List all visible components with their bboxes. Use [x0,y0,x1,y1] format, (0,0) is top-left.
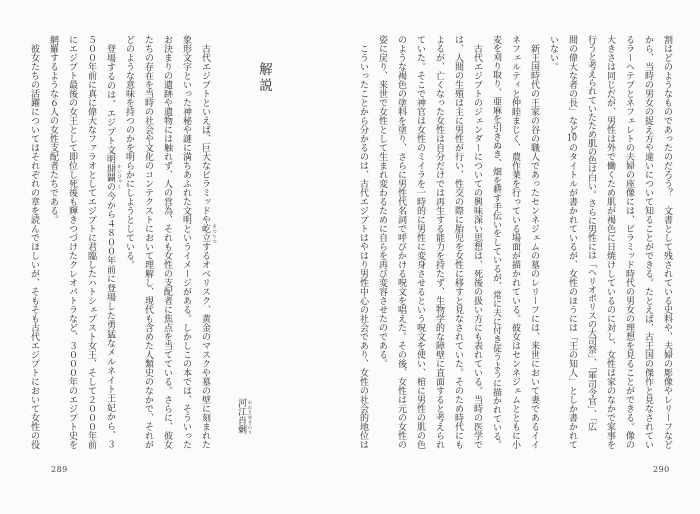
text-run: のような褐色の塗料を塗り、さらに男性代名詞で呼びかける呪文を唱えた。その後、女性は元の女性の [396,35,406,449]
text-line [524,35,543,449]
ruby-annotation [236,398,252,435]
text-line [467,35,486,449]
text-run: するオベリスク、黄金のマスクや墓の壁に刻まれた [200,242,210,449]
text-run: 大きさは同じだが、男性は外で働くため肌が褐色に日焼けしているのに対し、女性は家のなかで家事を [605,35,615,449]
furigana: かいびゃく [116,163,122,189]
text-run: よるが、亡くなった女性は自分だけでは再生する能力を持たず、生物学的な障壁に直面すると考えられ [434,35,444,449]
text-line [176,35,195,449]
ruby-base: 屹立 [200,224,210,242]
text-run: 網羅するような６人の女性支配者たちである。 [48,35,58,224]
text-run: 彼女たちの活躍についてはそれぞれの章を読んでほしいが、そもそも古代エジプトにおいて女性の役 [29,35,39,449]
text-run: の今から４８００年前に登場した勇猛なメルネイト王妃から、３ [105,182,115,450]
text-run: のタイトルが書かれているが、女性のほうには「王の知人」としか書かれて [567,143,577,449]
ruby-base: 開闢 [105,163,115,183]
text-line [157,35,176,449]
text-run: るラーヘテプとネフェレトの夫婦の座像には、ピラミッド時代の男女の理想を見ることができる。像の [624,35,634,449]
text-run: いない。 [548,35,558,71]
text-run: ネフェルティと仲睦まじく、農作業を行っている場面が描かれている。彼女はセンネジェムとともに小 [510,35,520,449]
author-name [235,398,252,435]
text-line [543,35,562,449]
text-line [448,35,467,449]
ruby-annotation [105,163,122,189]
text-run: 新王国時代の王家の谷の職人であったセンネジェムの墓のレリーフには、来世において妻であるイイ [529,35,539,449]
page-number-left: 289 [51,465,68,474]
author-name-text: 河江肖剰 [236,398,246,434]
page-number-right: 290 [653,465,670,474]
text-run: 行うと考えられていたため肌の色は白い。さらに男性には「ヘリオポリスの大司祭」、「軍司令官」、「広 [586,35,596,431]
tatechuyoko-number: 10 [567,134,577,143]
text-line [391,35,410,449]
text-line [81,35,100,449]
text-run: 麦を刈り取り、亜麻を引きぬき、畑を耕す手伝いをしているが、常に夫に付き従うように描かれている。 [491,35,501,450]
text-line [62,35,81,449]
furigana: きつりつ [211,224,217,244]
body-text-left [24,35,217,450]
text-line [429,35,448,449]
text-line [43,35,62,449]
text-line [486,35,505,449]
text-run: 象形文字といった神秘や謎に満ちあふれた文明というイメージがある。しかしこの本では、そういった [181,35,191,449]
text-line [353,35,372,449]
text-run: 古代エジプトといえば、巨大なピラミッドや [200,35,210,224]
text-line [657,35,676,449]
text-line [600,35,619,449]
text-run: ていた。そこで神官は女性のミイラを一時的に男性に変身させるという呪文を使い、棺に男性の肌の色 [415,35,425,449]
section-title: 解説 [256,62,272,94]
text-line [195,35,217,449]
text-line [24,35,43,449]
text-run: たちの存在を当時の社会や文化のコンテクストにおいて理解し、現代も含めた人類史のなかで、それが [143,35,153,449]
text-run: は、人間の生殖は主に男性が行い、性交の際に胎児を女性に移すと見なされていた。そのため時代にも [453,35,463,449]
text-line [372,35,391,449]
text-run: 登場するのは、エジプト文明 [105,35,115,164]
text-run: 姿に戻り、来世で女性として生まれ変わるために自らを再び変容させたのである。 [377,35,387,368]
text-run: お決まりの遺跡や遺物には触れず、人の営為、それも女性の支配者に焦点を当てている。さらに、彼女 [162,35,172,449]
page-right [350,0,700,514]
text-run: どのような意味を持つのかを明らかにしようとしている。 [124,35,134,269]
text-run: 割はどのようなものであったのだろう？ 文書として残されている史料や、夫婦の彫像やレリーフなど [662,35,672,449]
text-line [100,35,122,450]
text-run: 間の偉大な者の長」など [567,35,577,134]
text-run: から、当時の男女の捉え方や違いについて知ることができる。たとえば、古王国の傑作と見なされてい [643,35,653,449]
text-line [562,35,581,449]
ruby-annotation [200,224,217,244]
text-line [619,35,638,449]
text-run: にエジプト最後の女王として即位し死後も輝きつづけたクレオパトラなど、３０００年のエジプト史を [67,35,77,449]
body-text-right [352,35,676,449]
text-line [505,35,524,449]
text-line [119,35,138,449]
text-line [138,35,157,449]
text-run: こういったことから分かるのは、古代エジプトはやはり男性中心の社会であり、女性の社会的地位は [358,35,368,449]
text-run: 古代エジプトのジェンダーについての興味深い思想は、死後の扱い方にも表れている。当時の医学で [472,35,482,449]
text-line [581,35,600,449]
text-line [410,35,429,449]
text-line [638,35,657,449]
text-run: ５００年前に真に偉大なファラオとしてエジプトに君臨したハトシェプスト女王、そして２０００年前 [86,35,96,449]
furigana: かわえゆきのり [247,400,252,435]
